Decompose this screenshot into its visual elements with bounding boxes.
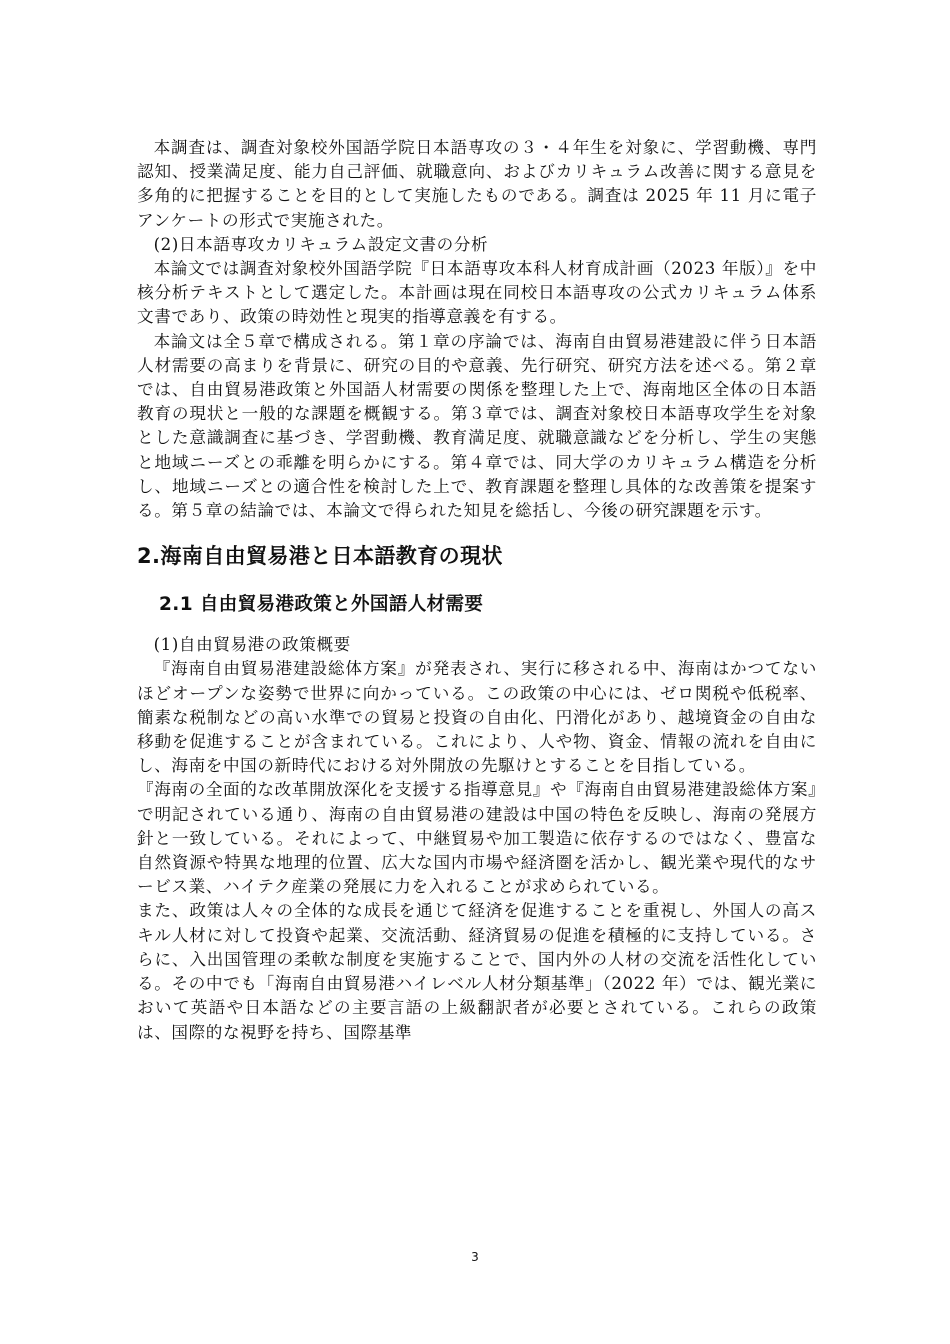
page-body bbox=[137, 136, 817, 1045]
paragraph-policy-overview: 『海南自由貿易港建設総体方案』が発表され、実行に移される中、海南はかつてないほどオープンな姿勢で世界に向かっている。この政策の中心には、ゼロ関税や低税率、簡素な税制などの高い水準での貿易と投資の自由化、円滑化があり、越境資金の自由な移動を促進することが含まれている。これにより、人や物、資金、情報の流れを自由にし、海南を中国の新時代における対外開放の先駆けとすることを目指している。 bbox=[137, 659, 817, 776]
paragraph-talent-policy: また、政策は人々の全体的な成長を通じて経済を促進することを重視し、外国人の高スキル人材に対して投資や起業、交流活動、経済貿易の促進を積極的に支持している。さらに、入出国管理の柔軟な制度を実施することで、国内外の人材の交流を活性化している。その中でも「海南自由貿易港ハイレベル人材分類基準」（2022 年）では、観光業において英語や日本語などの主要言語の上級翻訳者が必要とされている。これらの政策は、国際的な視野を持ち、国際基準 bbox=[137, 901, 817, 1042]
paragraph-curriculum-document: 本論文では調査対象校外国語学院『日本語専攻本科人材育成計画（2023 年版）』を中核分析テキストとして選定した。本計画は現在同校日本語専攻の公式カリキュラム体系文書であり、政策の時効性と現実的指導意義を有する。 bbox=[137, 259, 817, 327]
subheading-curriculum-analysis: (2)日本語専攻カリキュラム設定文書の分析 bbox=[153, 234, 489, 254]
section-heading: 2.海南自由貿易港と日本語教育の現状 bbox=[137, 544, 503, 569]
subheading-policy-overview: (1)自由貿易港の政策概要 bbox=[153, 635, 351, 655]
paragraph-thesis-structure: 本論文は全５章で構成される。第１章の序論では、海南自由貿易港建設に伴う日本語人材需要の高まりを背景に、研究の目的や意義、先行研究、研究方法を述べる。第２章では、自由貿易港政策と外国語人材需要の関係を整理した上で、海南地区全体の日本語教育の現状と一般的な課題を概観する。第３章では、調査対象校日本語専攻学生を対象とした意識調査に基づき、学習動機、教育満足度、就職意識などを分析し、学生の実態と地域ニーズとの乖離を明らかにする。第４章では、同大学のカリキュラム構造を分析し、地域ニーズとの適合性を検討した上で、教育課題を整理し具体的な改善策を提案する。第５章の結論では、本論文で得られた知見を総括し、今後の研究課題を示す。 bbox=[137, 331, 817, 521]
subsection-heading: 2.1 自由貿易港政策と外国語人材需要 bbox=[159, 594, 484, 616]
paragraph-survey-description: 本調査は、調査対象校外国語学院日本語専攻の３・４年生を対象に、学習動機、専門認知、授業満足度、能力自己評価、就職意向、およびカリキュラム改善に関する意見を多角的に把握することを目的として実施したものである。調査は 2025 年 11 月に電子アンケートの形式で実施された。 bbox=[137, 138, 817, 230]
paragraph-policy-guidance: 『海南の全面的な改革開放深化を支援する指導意見』や『海南自由貿易港建設総体方案』で明記されている通り、海南の自由貿易港の建設は中国の特色を反映し、海南の発展方針と一致している。それによって、中継貿易や加工製造に依存するのではなく、豊富な自然資源や特異な地理的位置、広大な国内市場や経済圏を活かし、観光業や現代的なサービス業、ハイテク産業の発展に力を入れることが求められている。 bbox=[137, 780, 817, 897]
page-number: 3 bbox=[471, 1250, 479, 1264]
